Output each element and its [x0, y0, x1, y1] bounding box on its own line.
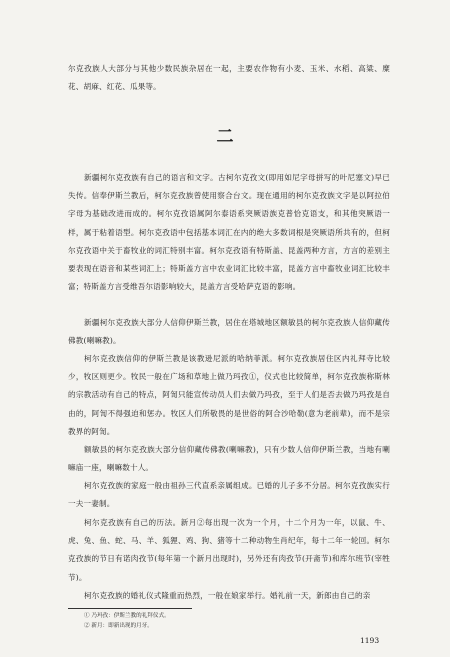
- footnote-divider: [68, 608, 192, 609]
- paragraph-wedding: 柯尔克孜族的婚礼仪式隆重而热烈，一般在娘家举行。婚礼前一天，新郎由自己的亲: [84, 591, 371, 600]
- paragraph-emin: 额敏县的柯尔克孜族大部分信仰藏传佛教(喇嘛教)，只有少数人信仰伊斯兰教，当地有喇嘛庙一座，喇嘛数十人。: [68, 445, 390, 473]
- continuation-paragraph: 尔克孜族人大部分与其他少数民族杂居在一起，主要农作物有小麦、玉米、水稻、高粱、糜花、胡麻、红花、瓜果等。: [68, 64, 390, 92]
- page-number: 1193: [360, 636, 380, 645]
- paragraph-family: 柯尔克孜族的家庭一般由祖孙三代直系亲属组成。已婚的儿子多不分居。柯尔克孜族实行一夫一妻制。: [68, 481, 390, 509]
- footnote-1: ① 乃玛孜：伊斯兰教的礼拜仪式。: [84, 613, 170, 619]
- paragraph-calendar: 柯尔克孜族有自己的历法。新月②每出现一次为一个月，十二个月为一年，以鼠、牛、虎、兔、鱼、蛇、马、羊、狐狸、鸡、狗、猪等十二种动物生肖纪年，每十二年一轮回。柯尔克孜族的节日有诺肉孜节(每年第一个新月出现时)，另外还有肉孜节(开斋节)和库尔班节(宰牲节)。: [68, 518, 390, 582]
- paragraph-religion: 新疆柯尔克孜族大部分人信仰伊斯兰教，居住在塔城地区额敏县的柯尔克孜族人信仰藏传佛教(喇嘛教)。: [68, 318, 390, 346]
- paragraph-islam: 柯尔克孜族信仰的伊斯兰教是该教逊尼派的哈纳菲派。柯尔克孜族居住区内礼拜寺比较少，牧区则更少。牧民一般在广场和草地上做乃玛孜①，仪式也比较简单，柯尔克孜族称斯林的宗教活动有自己的特点，阿訇只能宣传动员人们去做乃玛孜，至于人们是否去做乃玛孜是自由的，阿訇不得强迫和惩办。牧区人们所敬畏的是世俗的阿合沙哈勒(意为老前辈)，而不是宗教界的阿訇。: [68, 354, 390, 436]
- footnote-2: ② 新月：即新出现的月牙。: [84, 623, 153, 629]
- section-heading: 二: [216, 127, 234, 147]
- paragraph-language: 新疆柯尔克孜族有自己的语言和文字。古柯尔克孜文(即用如尼字母拼写的叶尼塞文)早已失传。信奉伊斯兰教后，柯尔克孜族曾使用察合台文。现在通用的柯尔克孜族文字是以阿拉伯字母为基础改进而成的。柯尔克孜语属阿尔泰语系突厥语族克普恰克语支，和其他突厥语一样，属于粘着语型。柯尔克孜语中包括基本词汇在内的绝大多数词根是突厥语所共有的，但柯尔克孜语中关于畜牧业的词汇特别丰富。柯尔克孜语有特斯盖、昆盖两种方言，方言的差别主要表现在语音和某些词汇上；特斯盖方言中农业词汇比较丰富，昆盖方言中畜牧业词汇比较丰富；特斯盖方言受维吾尔语影响较大，昆盖方言受哈萨克语的影响。: [68, 173, 390, 292]
